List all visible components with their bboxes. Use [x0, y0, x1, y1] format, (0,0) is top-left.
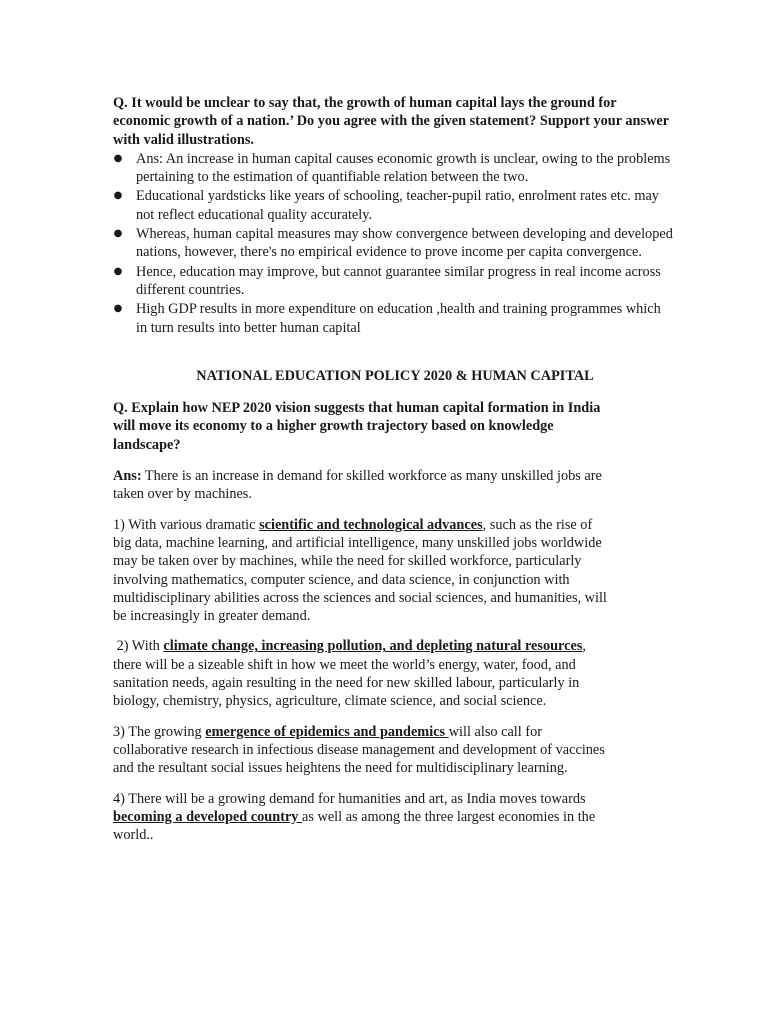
section-heading: NATIONAL EDUCATION POLICY 2020 & HUMAN CAPITAL	[196, 367, 594, 384]
point-text-after: , such as the rise of big data, machine learning, and artificial intelligence, many unskilled jobs worldwide may be taken over by machines, while the need for skilled workforce, particularly involving mathematics, computer science, and data science, in conjunction with multidisciplinary abilities across the sciences and social sciences, and humanities, will be increasingly in greater demand.	[113, 516, 607, 625]
bullet-icon: ●	[113, 152, 123, 164]
point-emphasis: emergence of epidemics and pandemics	[205, 723, 449, 740]
point-2	[113, 637, 613, 710]
bullet-text: Educational yardsticks like years of schooling, teacher-pupil ratio, enrolment rates etc. may not reflect educational quality accurately.	[136, 188, 659, 223]
point-text-before: 2) With	[113, 638, 164, 655]
bullet-icon: ●	[113, 228, 123, 240]
question-1: Q. It would be unclear to say that, the growth of human capital lays the ground for economic growth of a nation.’ Do you agree with the given statement? Support your answer with valid illustrations.	[113, 95, 669, 148]
point-text-after: as well as among the three largest economies in the world..	[113, 808, 596, 844]
point-3	[113, 723, 613, 778]
document-page	[113, 94, 673, 856]
bullet-icon: ●	[113, 303, 123, 315]
answer-bullet-list	[113, 150, 673, 337]
list-item	[113, 263, 673, 300]
point-emphasis: climate change, increasing pollution, and depleting natural resources	[163, 638, 583, 655]
bullet-text: Whereas, human capital measures may show convergence between developing and developed nations, however, there's no empirical evidence to prove income per capita convergence.	[136, 226, 673, 261]
point-4	[113, 790, 613, 845]
list-item	[113, 150, 673, 187]
point-text-before: 4) There will be a growing demand for humanities and art, as India moves towards	[113, 790, 586, 807]
answer-intro-text: There is an increase in demand for skilled workforce as many unskilled jobs are taken over by machines.	[113, 468, 602, 503]
point-text-before: 3) The growing	[113, 723, 206, 740]
answer-label: Ans:	[113, 468, 142, 485]
answer-intro	[113, 467, 613, 504]
list-item	[113, 187, 673, 224]
bullet-text: Hence, education may improve, but cannot guarantee similar progress in real income across different countries.	[136, 263, 661, 298]
list-item	[113, 225, 673, 262]
point-1	[113, 516, 613, 626]
point-text-after: will also call for collaborative research in infectious disease management and development of vaccines and the resultant social issues heightens the need for multidisciplinary learning.	[113, 723, 605, 777]
question-2: Q. Explain how NEP 2020 vision suggests that human capital formation in India will move its economy to a higher growth trajectory based on knowledge landscape?	[113, 400, 601, 453]
bullet-text: Ans: An increase in human capital causes economic growth is unclear, owing to the problems pertaining to the estimation of quantifiable relation between the two.	[136, 150, 671, 186]
bullet-icon: ●	[113, 190, 123, 202]
bullet-icon: ●	[113, 265, 123, 277]
point-text-after: , there will be a sizeable shift in how we meet the world’s energy, water, food, and sanitation needs, again resulting in the need for new skilled labour, particularly in biology, chemistry, physics, agriculture, climate science, and social science.	[113, 638, 586, 710]
list-item	[113, 300, 673, 337]
bullet-text: High GDP results in more expenditure on education ,health and training programmes which in turn results into better human capital	[136, 301, 661, 336]
point-text-before: 1) With various dramatic	[113, 516, 260, 533]
point-emphasis: becoming a developed country	[113, 808, 303, 825]
point-emphasis: scientific and technological advances	[259, 516, 483, 533]
